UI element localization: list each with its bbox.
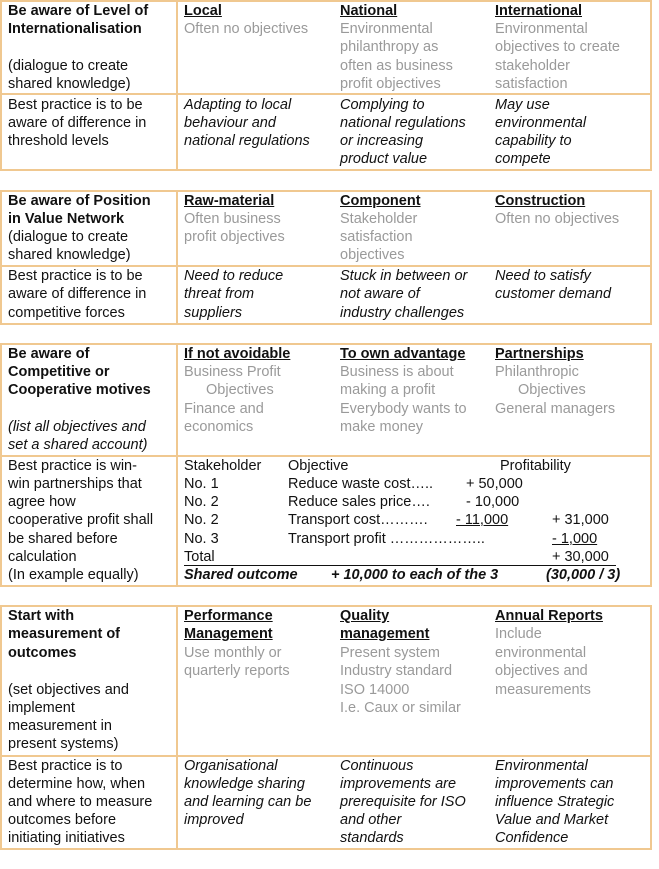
section-3-left-border [0, 343, 2, 587]
section-title-line: Be aware of Level of [8, 3, 149, 19]
column-heading: Partnerships [495, 346, 584, 362]
best-practice-line: aware of difference in [8, 115, 147, 131]
column-italic-line: Adapting to local [184, 97, 292, 113]
best-practice-line: (In example equally) [8, 567, 139, 583]
column-gray-line: make money [340, 419, 424, 435]
column-italic-line: Need to reduce [184, 268, 284, 284]
column-gray-line: Often no objectives [184, 21, 309, 37]
column-gray-line: Finance and [184, 401, 264, 417]
column-gray-line: objectives [340, 247, 405, 263]
column-gray-line: making a profit [340, 382, 436, 398]
column-heading: If not avoidable [184, 346, 291, 362]
column-heading: Component [340, 193, 421, 209]
column-italic-line: and learning can be [184, 794, 312, 810]
section-3-right-border [650, 343, 652, 587]
section-title-line: outcomes [8, 645, 77, 661]
column-gray-line: ISO 14000 [340, 682, 410, 698]
table-header-objective: Objective [288, 458, 349, 474]
column-gray-line: I.e. Caux or similar [340, 700, 461, 716]
column-gray-line: objectives and [495, 663, 588, 679]
column-gray-line: Everybody wants to [340, 401, 467, 417]
table-row-objective: Reduce waste cost….. [288, 476, 434, 492]
column-gray-line: stakeholder [495, 58, 570, 74]
column-gray-line: Industry standard [340, 663, 453, 679]
column-italic-line: Confidence [495, 830, 569, 846]
column-gray-line: Environmental [495, 21, 588, 37]
best-practice-line: agree how [8, 494, 76, 510]
column-gray-line: Present system [340, 645, 440, 661]
best-practice-line: aware of difference in [8, 286, 147, 302]
column-italic-line: improvements can [495, 776, 614, 792]
column-italic-line: compete [495, 151, 551, 167]
column-gray-line: satisfaction [340, 229, 413, 245]
section-note-line: (set objectives and [8, 682, 129, 698]
column-italic-line: improvements are [340, 776, 457, 792]
best-practice-line: cooperative profit shall [8, 512, 154, 528]
table-row-value: - 10,000 [466, 494, 520, 510]
table-row-objective: Reduce sales price…. [288, 494, 430, 510]
best-practice-line: win partnerships that [8, 476, 142, 492]
column-italic-line: Need to satisfy [495, 268, 591, 284]
column-italic-line: environmental [495, 115, 587, 131]
best-practice-line: Best practice is to be [8, 97, 143, 113]
column-italic-line: national regulations [340, 115, 466, 131]
column-italic-line: not aware of [340, 286, 420, 302]
column-italic-line: standards [340, 830, 404, 846]
column-gray-line: Business Profit [184, 364, 281, 380]
table-total-value: + 30,000 [552, 549, 609, 565]
table-row-value: + 50,000 [466, 476, 523, 492]
section-4-left-border [0, 605, 2, 850]
column-heading: Quality [340, 608, 390, 624]
column-gray-line: economics [184, 419, 254, 435]
section-2-left-border [0, 190, 2, 325]
table-row-objective: Transport cost………. [288, 512, 428, 528]
column-heading: International [495, 3, 583, 19]
column-italic-line: suppliers [184, 305, 243, 321]
column-italic-line: May use [495, 97, 550, 113]
column-italic-line: knowledge sharing [184, 776, 305, 792]
column-gray-line: profit objectives [340, 76, 441, 92]
table-header-stakeholder: Stakeholder [184, 458, 262, 474]
section-title-line: Be aware of Position [8, 193, 151, 209]
section-title-line: measurement of [8, 626, 121, 642]
column-heading: management [340, 626, 430, 642]
column-gray-line: profit objectives [184, 229, 285, 245]
column-gray-line: Objectives [518, 382, 586, 398]
column-heading: Construction [495, 193, 586, 209]
section-3-bottom-border [0, 585, 652, 587]
section-note-line: (dialogue to create [8, 58, 129, 74]
column-italic-line: prerequisite for ISO [340, 794, 466, 810]
section-1-mid-border [0, 93, 652, 95]
section-4-bottom-border [0, 848, 652, 850]
column-italic-line: Organisational [184, 758, 278, 774]
table-row-stakeholder: No. 1 [184, 476, 219, 492]
column-italic-line: national regulations [184, 133, 310, 149]
section-note-line: measurement in [8, 718, 112, 734]
section-title-line: Internationalisation [8, 21, 142, 37]
section-1-right-border [650, 0, 652, 171]
column-italic-line: influence Strategic [495, 794, 615, 810]
column-gray-line: Include [495, 626, 542, 642]
column-gray-line: objectives to create [495, 39, 620, 55]
column-heading: Raw-material [184, 193, 275, 209]
column-heading: Management [184, 626, 273, 642]
best-practice-line: be shared before [8, 531, 118, 547]
section-title-line: Start with [8, 608, 75, 624]
section-note-line: present systems) [8, 736, 119, 752]
table-header-profitability: Profitability [500, 458, 571, 474]
column-italic-line: product value [340, 151, 428, 167]
section-1-divider [176, 0, 178, 171]
column-gray-line: philanthropy as [340, 39, 439, 55]
column-italic-line: industry challenges [340, 305, 465, 321]
column-italic-line: Stuck in between or [340, 268, 468, 284]
section-title-line: Be aware of [8, 346, 90, 362]
section-note-line: set a shared account) [8, 437, 148, 453]
column-heading: Local [184, 3, 222, 19]
column-italic-line: threat from [184, 286, 255, 302]
section-4-divider [176, 605, 178, 850]
table-row-value: - 11,000 [456, 512, 509, 528]
section-title-line: Competitive or [8, 364, 110, 380]
table-row-stakeholder: No. 2 [184, 494, 219, 510]
column-gray-line: Environmental [340, 21, 433, 37]
section-2-bottom-border [0, 323, 652, 325]
section-1-bottom-border [0, 169, 652, 171]
column-gray-line: satisfaction [495, 76, 568, 92]
column-italic-line: capability to [495, 133, 572, 149]
section-1-left-border [0, 0, 2, 171]
column-gray-line: measurements [495, 682, 591, 698]
table-row-subtotal: + 31,000 [552, 512, 609, 528]
column-heading: National [340, 3, 398, 19]
column-gray-line: environmental [495, 645, 587, 661]
section-note-line: (dialogue to create [8, 229, 129, 245]
shared-outcome-calc: (30,000 / 3) [546, 567, 621, 583]
column-italic-line: Environmental [495, 758, 588, 774]
column-gray-line: Often business [184, 211, 281, 227]
section-4-right-border [650, 605, 652, 850]
column-italic-line: customer demand [495, 286, 612, 302]
column-heading: Performance [184, 608, 273, 624]
section-note-line: shared knowledge) [8, 76, 131, 92]
best-practice-line: Best practice is win- [8, 458, 137, 474]
best-practice-line: Best practice is to [8, 758, 123, 774]
table-row-subtotal: - 1,000 [552, 531, 598, 547]
shared-outcome-text: + 10,000 to each of the 3 [331, 567, 499, 583]
section-2-right-border [650, 190, 652, 325]
column-gray-line: General managers [495, 401, 616, 417]
best-practice-line: and where to measure [8, 794, 153, 810]
best-practice-line: threshold levels [8, 133, 109, 149]
column-gray-line: Philanthropic [495, 364, 579, 380]
column-heading: To own advantage [340, 346, 466, 362]
table-total-label: Total [184, 549, 215, 565]
column-italic-line: and other [340, 812, 402, 828]
best-practice-line: competitive forces [8, 305, 125, 321]
column-italic-line: Continuous [340, 758, 414, 774]
section-2-divider [176, 190, 178, 325]
section-title-line: in Value Network [8, 211, 125, 227]
column-gray-line: Use monthly or [184, 645, 282, 661]
column-gray-line: Objectives [206, 382, 274, 398]
shared-outcome-label: Shared outcome [184, 567, 298, 583]
column-gray-line: Often no objectives [495, 211, 620, 227]
section-note-line: implement [8, 700, 75, 716]
column-italic-line: behaviour and [184, 115, 276, 131]
column-italic-line: Complying to [340, 97, 425, 113]
section-note-line: shared knowledge) [8, 247, 131, 263]
table-row-objective: Transport profit ……………….. [288, 531, 485, 547]
column-italic-line: improved [184, 812, 244, 828]
column-gray-line: Stakeholder [340, 211, 418, 227]
section-title-line: Cooperative motives [8, 382, 151, 398]
column-gray-line: quarterly reports [184, 663, 290, 679]
best-practice-line: calculation [8, 549, 77, 565]
column-italic-line: Value and Market [495, 812, 609, 828]
table-row-stakeholder: No. 3 [184, 531, 219, 547]
best-practice-line: outcomes before [8, 812, 117, 828]
column-gray-line: often as business [340, 58, 453, 74]
column-italic-line: or increasing [340, 133, 424, 149]
section-note-line: (list all objectives and [8, 419, 146, 435]
best-practice-line: determine how, when [8, 776, 146, 792]
column-heading: Annual Reports [495, 608, 603, 624]
best-practice-line: initiating initiatives [8, 830, 125, 846]
column-gray-line: Business is about [340, 364, 454, 380]
section-3-divider [176, 343, 178, 587]
table-row-stakeholder: No. 2 [184, 512, 219, 528]
best-practice-line: Best practice is to be [8, 268, 143, 284]
